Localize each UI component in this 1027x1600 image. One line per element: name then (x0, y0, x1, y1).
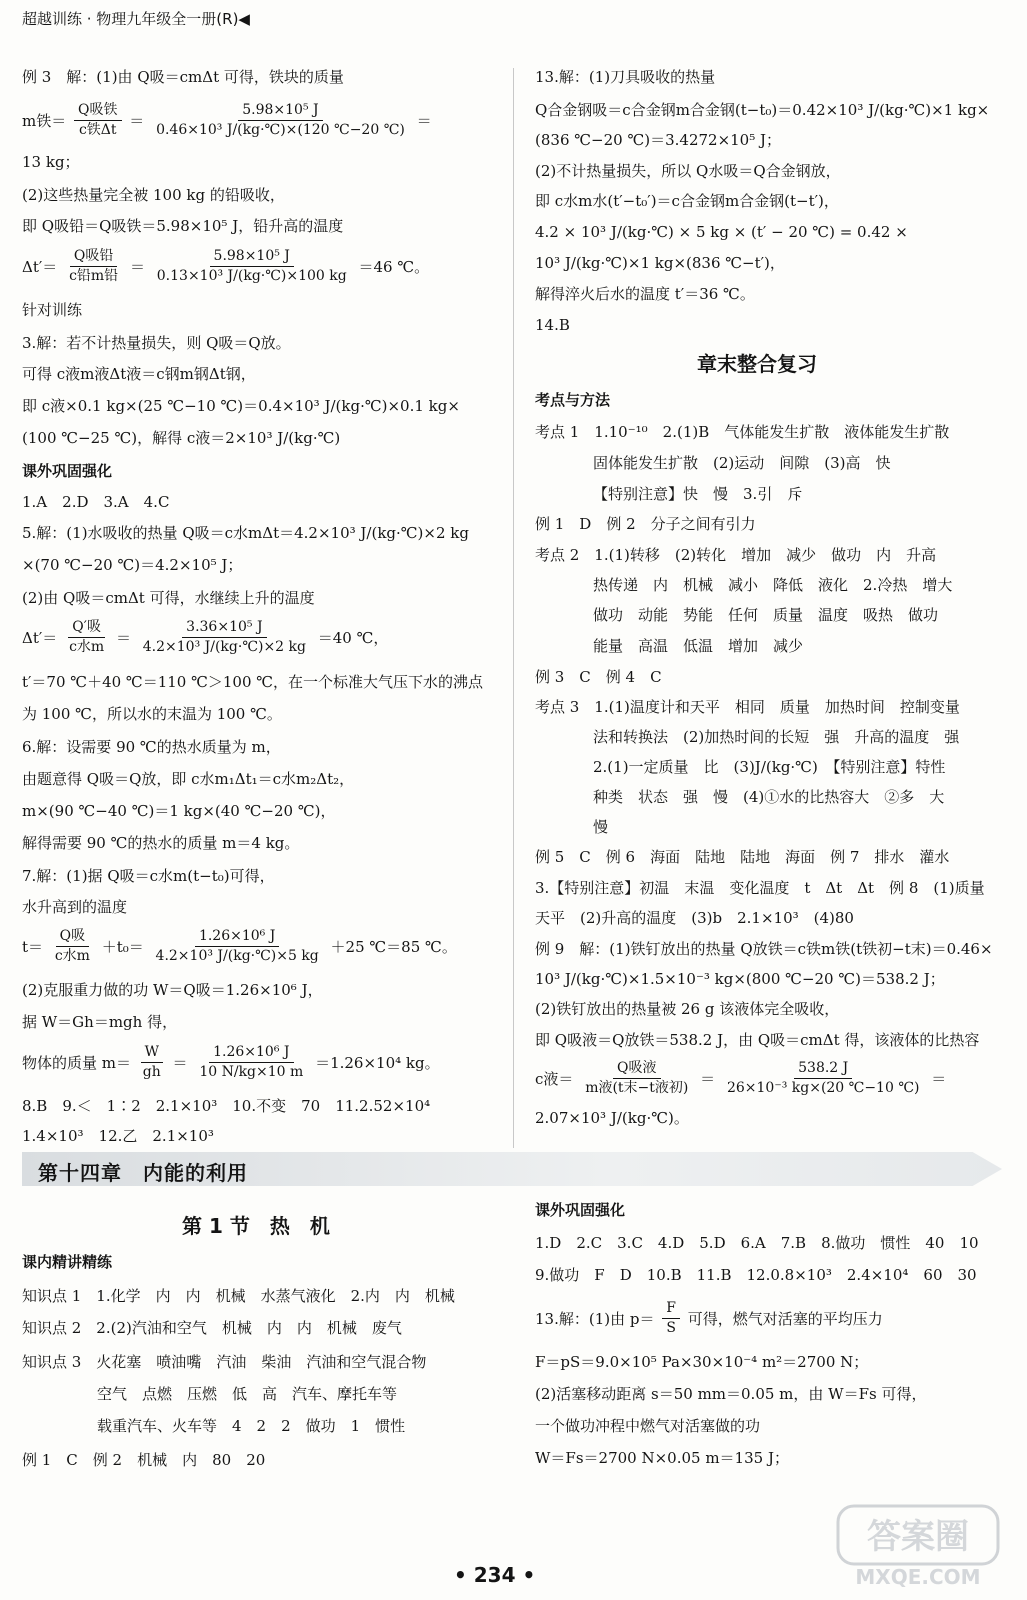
ex9-frac1: $\frac{\text{Q吸液}}{\text{m液(t末−t液初)}}$ (585, 1060, 689, 1096)
answers-8-11: 8.B 9.＜ 1∶2 2.1×10³ 10.不变 70 11.2.52×10⁴ (22, 1097, 431, 1115)
chapter-title: 第十四章 内能的利用 (38, 1161, 248, 1185)
kp3-line5: 慢 (593, 818, 609, 836)
ex9-line1: 例 9 解：(1)铁钉放出的热量 Q放铁＝c铁m铁(t铁初−t末)＝0.46× (535, 940, 993, 958)
ext-heading-left: 课外巩固强化 (22, 462, 113, 480)
q5-line3: (2)由 Q吸＝cmΔt 可得，水继续上升的温度 (22, 589, 315, 607)
answers-11-12: 1.4×10³ 12.乙 2.1×10³ (22, 1127, 214, 1145)
q5-frac2: $\frac{\text{3.36×10⁵ J}}{\text{4.2×10³ J/(kg·℃)×2 kg}}$ (142, 619, 306, 655)
ex3-line1: 例 3 解：(1)由 Q吸＝cmΔt 可得，铁块的质量 (22, 68, 344, 86)
r-q13-line1: 13.解：(1)刀具吸收的热量 (535, 68, 716, 86)
kp3-line1: 考点 3 1.(1)温度计和天平 相同 质量 加热时间 控制变量 (535, 698, 960, 716)
svg-text:MXQE.COM: MXQE.COM (855, 1565, 981, 1589)
q5-line4: t′＝70 ℃＋40 ℃＝110 ℃＞100 ℃，在一个标准大气压下水的沸点 (22, 673, 484, 691)
ex9-line2: 10³ J/(kg·℃)×1.5×10⁻³ kg×(800 ℃−20 ℃)＝538.2 J； (535, 970, 945, 988)
methods-heading: 考点与方法 (535, 391, 611, 409)
ex9-result: 2.07×10³ J/(kg·℃)。 (535, 1109, 689, 1127)
s-q13-frac: $\frac{F}{S}$ (662, 1300, 680, 1337)
ex9-line4: 即 Q吸液＝Q放铁＝538.2 J，由 Q吸＝cmΔt 得，该液体的比热容 (535, 1031, 980, 1049)
kp2-line1: 考点 2 1.(1)转移 (2)转化 增加 减少 做功 内 升高 (535, 546, 937, 564)
q5-line1: 5.解：(1)水吸收的热量 Q吸＝c水mΔt＝4.2×10³ J/(kg·℃)×2 kg (22, 524, 469, 542)
q6-line1: 6.解：设需要 90 ℃的热水质量为 m， (22, 738, 281, 756)
ex3-m-lhs: m铁＝ (22, 111, 67, 130)
r-q13-line4: (2)不计热量损失，所以 Q水吸＝Q合金钢放， (535, 162, 841, 180)
ex3-dt-frac2: $\frac{\text{5.98×10⁵ J}}{\text{0.13×10³ J/(kg·℃)×100 kg}}$ (156, 248, 347, 284)
section-answers-9-12: 9.做功 F D 10.B 11.B 12.0.8×10³ 2.4×10⁴ 60 30 (535, 1266, 977, 1284)
watermark-logo (830, 1500, 1010, 1590)
s-q13-formula: 13.解：(1)由 p＝ $\frac{F}{S}$ 可得，燃气对活塞的平均压力 (535, 1300, 883, 1336)
kp1-line1: 考点 1 1.10⁻¹⁰ 2.(1)B 气体能发生扩散 液体能发生扩散 (535, 423, 950, 441)
q7-line4: 据 W＝Gh＝mgh 得， (22, 1013, 178, 1031)
ex3-m-frac1: $\frac{\text{Q吸铁}}{\text{c铁Δt}}$ (74, 102, 121, 139)
ex3-dt-formula: Δt′＝ $\frac{\text{Q吸铅}}{\text{c铅m铅}}$ ＝ $\frac{\text{5.98×10⁵ J}}{\text{0.13×10³ J/(kg·℃)×100 kg}}$ ＝46 ℃。 (22, 248, 430, 284)
s-q13-line3: (2)活塞移动距离 s＝50 mm＝0.05 m，由 W＝Fs 可得， (535, 1385, 927, 1403)
kp3-line2: 法和转换法 (2)加热时间的长短 强 升高的温度 强 (593, 728, 960, 746)
q6-line4: 解得需要 90 ℃的热水的质量 m＝4 kg。 (22, 834, 300, 852)
kp3-line4: 种类 状态 强 慢 (4)①水的比热容大 ②多 大 (593, 788, 945, 806)
knowledge-point-3-line2: 空气 点燃 压燃 低 高 汽车、摩托车等 (97, 1385, 398, 1403)
kp2-line4: 能量 高温 低温 增加 减少 (593, 637, 804, 655)
q3-line4: (100 ℃−25 ℃)，解得 c液＝2×10³ J/(kg·℃) (22, 429, 341, 447)
kp2-line3: 做功 动能 势能 任何 质量 温度 吸热 做功 (593, 606, 939, 624)
knowledge-point-1: 知识点 1 1.化学 内 内 机械 水蒸气液化 2.内 内 机械 (22, 1287, 455, 1305)
knowledge-point-3-line1: 知识点 3 火花塞 喷油嘴 汽油 柴油 汽油和空气混合物 (22, 1353, 427, 1371)
running-header: 超越训练 · 物理九年级全一册(R)◀ (22, 10, 250, 28)
section-answers-1-8: 1.D 2.C 3.C 4.D 5.D 6.A 7.B 8.做功 惯性 40 10 (535, 1234, 979, 1252)
ex9-line3: (2)铁钉放出的热量被 26 g 该液体完全吸收， (535, 1000, 840, 1018)
inclass-heading: 课内精讲精练 (22, 1253, 113, 1271)
s-q13-line4: 一个做功冲程中燃气对活塞做的功 (535, 1417, 761, 1435)
ex9-formula: c液＝ $\frac{\text{Q吸液}}{\text{m液(t末−t液初)}}$ ＝ $\frac{538.2 J}{\text{26×10⁻³ kg×(20 ℃−10 ℃)}}$ ＝ (535, 1060, 947, 1096)
q7-m-frac1: $\frac{W}{gh}$ (139, 1044, 165, 1081)
page-number: • 234 • (454, 1563, 536, 1587)
q7-frac2: $\frac{\text{1.26×10⁶ J}}{\text{4.2×10³ J/(kg·℃)×5 kg}}$ (155, 928, 319, 964)
s-q13-line2: F＝pS＝9.0×10⁵ Pa×30×10⁻⁴ m²＝2700 N； (535, 1353, 869, 1371)
r-q13-line3: (836 ℃−20 ℃)＝3.4272×10⁵ J； (535, 131, 782, 149)
q6-line2: 由题意得 Q吸＝Q放，即 c水m₁Δt₁＝c水m₂Δt₂， (22, 770, 355, 788)
column-divider (513, 68, 514, 1148)
q5-line5: 为 100 ℃，所以水的末温为 100 ℃。 (22, 705, 282, 723)
q7-line3: (2)克服重力做的功 W＝Q吸＝1.26×10⁶ J， (22, 981, 323, 999)
ex3-m-result: 13 kg； (22, 153, 80, 171)
examples-3-4: 例 3 C 例 4 C (535, 668, 662, 686)
ex3-line3: 即 Q吸铅＝Q吸铁＝5.98×10⁵ J，铅升高的温度 (22, 217, 344, 235)
examples-5-7: 例 5 C 例 6 海面 陆地 陆地 海面 例 7 排水 灌水 (535, 848, 950, 866)
q7-m-frac2: $\frac{\text{1.26×10⁶ J}}{10 N/kg\times 10 m}$ (199, 1044, 304, 1080)
q3-line3: 即 c液×0.1 kg×(25 ℃−10 ℃)＝0.4×10³ J/(kg·℃)×0.1 kg× (22, 397, 460, 415)
q5-line2: ×(70 ℃−20 ℃)＝4.2×10⁵ J； (22, 556, 243, 574)
ex3-dt-frac1: $\frac{\text{Q吸铅}}{\text{c铅m铅}}$ (69, 248, 119, 284)
r-q13-line6: 4.2 × 10³ J/(kg·℃) × 5 kg × (t′ − 20 ℃) = 0.42 × (535, 223, 908, 241)
kp1-line3: 【特别注意】快 慢 3.引 斥 (593, 485, 803, 503)
q3-line1: 3.解：若不计热量损失，则 Q吸＝Q放。 (22, 334, 291, 352)
q5-frac1: $\frac{\text{Q′吸}}{\text{c水m}}$ (69, 619, 105, 655)
ex3-mass-formula: m铁＝ $\frac{\text{Q吸铁}}{\text{c铁Δt}}$ ＝ $\frac{\text{5.98×10⁵ J}}{\text{0.46×10³ J/(kg·℃)×(120 ℃−20 ℃)}}$ ＝ (22, 102, 432, 138)
ex3-m-frac2: $\frac{\text{5.98×10⁵ J}}{\text{0.46×10³ J/(kg·℃)×(120 ℃−20 ℃)}}$ (156, 102, 405, 138)
r-q13-line2: Q合金钢吸＝c合金钢m合金钢(t−t₀)＝0.42×10³ J/(kg·℃)×1 kg× (535, 101, 990, 119)
kp1-line2: 固体能发生扩散 (2)运动 间隙 (3)高 快 (593, 454, 891, 472)
kp3b-line2: 天平 (2)升高的温度 (3)b 2.1×10³ (4)80 (535, 909, 854, 927)
q7-line1: 7.解：(1)据 Q吸＝c水m(t−t₀)可得， (22, 867, 275, 885)
q7-line2: 水升高到的温度 (22, 898, 128, 916)
r-q13-line5: 即 c水m水(t′−t₀′)＝c合金钢m合金钢(t−t′)， (535, 192, 839, 210)
ex9-frac2: $\frac{538.2 J}{\text{26×10⁻³ kg×(20 ℃−10 ℃)}}$ (726, 1060, 920, 1096)
section-title: 第 1 节 热 机 (182, 1214, 330, 1238)
review-title: 章末整合复习 (697, 352, 817, 376)
r-q13-line7: 10³ J/(kg·℃)×1 kg×(836 ℃−t′)， (535, 254, 785, 272)
q7-frac1: $\frac{\text{Q吸}}{\text{c水m}}$ (54, 928, 90, 964)
knowledge-point-2: 知识点 2 2.(2)汽油和空气 机械 内 内 机械 废气 (22, 1319, 402, 1337)
answer-14: 14.B (535, 316, 570, 334)
examples-1-2: 例 1 D 例 2 分子之间有引力 (535, 515, 756, 533)
kp3-line3: 2.(1)一定质量 比 (3)J/(kg·℃) 【特别注意】特性 (593, 758, 946, 776)
ex3-line2: (2)这些热量完全被 100 kg 的铅吸收， (22, 186, 285, 204)
svg-text:答案圈: 答案圈 (867, 1517, 969, 1557)
answers-1-4: 1.A 2.D 3.A 4.C (22, 493, 170, 511)
q7-mass-formula: 物体的质量 m＝ $\frac{W}{gh}$ ＝ $\frac{\text{1.26×10⁶ J}}{10 N/kg\times 10 m}$ ＝1.26×10⁴ kg。 (22, 1044, 440, 1080)
q7-formula: t＝ $\frac{\text{Q吸}}{\text{c水m}}$ ＋t₀＝ $\frac{\text{1.26×10⁶ J}}{\text{4.2×10³ J/(kg·℃)×5 kg}}$ ＋25 ℃＝85 ℃。 (22, 928, 457, 964)
q5-formula: Δt′＝ $\frac{\text{Q′吸}}{\text{c水m}}$ ＝ $\frac{\text{3.36×10⁵ J}}{\text{4.2×10³ J/(kg·℃)×2 kg}}$ ＝40 ℃， (22, 619, 389, 655)
kp3b-line1: 3.【特别注意】初温 末温 变化温度 t Δt Δt 例 8 (1)质量 (535, 879, 985, 897)
q6-line3: m×(90 ℃−40 ℃)＝1 kg×(40 ℃−20 ℃)， (22, 802, 336, 820)
s-q13-line5: W＝Fs＝2700 N×0.05 m＝135 J； (535, 1449, 789, 1467)
targeted-heading: 针对训练 (22, 301, 83, 319)
r-q13-line8: 解得淬火后水的温度 t′＝36 ℃。 (535, 285, 755, 303)
knowledge-point-3-line3: 载重汽车、火车等 4 2 2 做功 1 惯性 (97, 1417, 406, 1435)
q3-line2: 可得 c液m液Δt液＝c钢m钢Δt钢， (22, 365, 256, 383)
kp2-line2: 热传递 内 机械 减小 降低 液化 2.冷热 增大 (593, 576, 953, 594)
ext-heading-right: 课外巩固强化 (535, 1201, 626, 1219)
section-examples-1-2: 例 1 C 例 2 机械 内 80 20 (22, 1451, 266, 1469)
